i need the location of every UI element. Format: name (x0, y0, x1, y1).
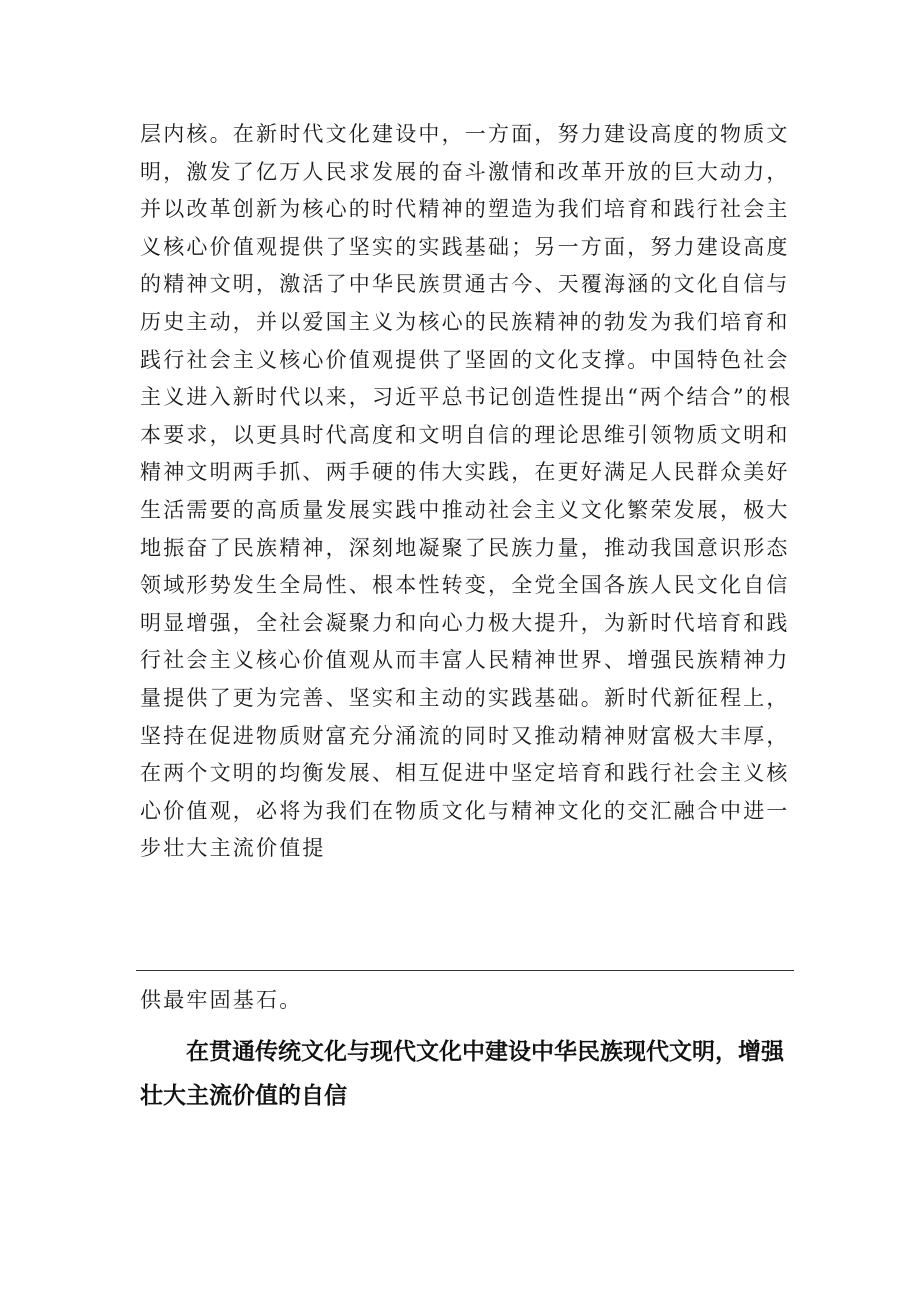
paragraph-line: 历史主动，并以爱国主义为核心的民族精神的勃发为我们培育和 (140, 309, 790, 334)
paragraph-line: 明显增强，全社会凝聚力和向心力极大提升，为新时代培育和践 (140, 610, 790, 635)
paragraph-line: 本要求，以更具时代高度和文明自信的理论思维引领物质文明和 (140, 422, 790, 447)
paragraph-line: 精神文明两手抓、两手硬的伟大实践，在更好满足人民群众美好 (140, 460, 790, 485)
paragraph-line: 生活需要的高质量发展实践中推动社会主义文化繁荣发展，极大 (140, 497, 790, 522)
paragraph-line: 在两个文明的均衡发展、相互促进中坚定培育和践行社会主义核 (140, 761, 790, 786)
paragraph-line: 并以改革创新为核心的时代精神的塑造为我们培育和践行社会主 (140, 197, 790, 222)
paragraph-line: 践行社会主义核心价值观提供了坚固的文化支撑。中国特色社会 (140, 347, 790, 372)
paragraph-line: 步壮大主流价值提 (140, 836, 326, 861)
page-break-divider (136, 970, 794, 971)
paragraph-line: 层内核。在新时代文化建设中，一方面，努力建设高度的物质文 (140, 122, 790, 146)
heading-line: 壮大主流价值的自信 (140, 1083, 347, 1109)
paragraph-line: 义核心价值观提供了坚实的实践基础；另一方面，努力建设高度 (140, 234, 790, 259)
paragraph-line: 坚持在促进物质财富充分涌流的同时又推动精神财富极大丰厚， (140, 723, 790, 748)
paragraph-line: 主义进入新时代以来，习近平总书记创造性提出“两个结合”的根 (140, 385, 793, 410)
body-paragraph (140, 116, 800, 868)
paragraph-line: 地振奋了民族精神，深刻地凝聚了民族力量，推动我国意识形态 (140, 535, 790, 560)
section-heading (140, 1030, 800, 1118)
paragraph-line: 心价值观，必将为我们在物质文化与精神文化的交汇融合中进一 (140, 798, 790, 823)
paragraph-line: 行社会主义核心价值观从而丰富人民精神世界、增强民族精神力 (140, 648, 790, 673)
paragraph-line: 领域形势发生全局性、根本性转变，全党全国各族人民文化自信 (140, 573, 790, 598)
paragraph-line: 明，激发了亿万人民求发展的奋斗激情和改革开放的巨大动力， (140, 159, 790, 184)
heading-line: 在贯通传统文化与现代文化中建设中华民族现代文明，增强 (186, 1039, 784, 1065)
paragraph-line: 的精神文明，激活了中华民族贯通古今、天覆海涵的文化自信与 (140, 272, 790, 297)
continuation-text: 供最牢固基石。 (140, 988, 303, 1012)
paragraph-line: 量提供了更为完善、坚实和主动的实践基础。新时代新征程上， (140, 685, 790, 710)
